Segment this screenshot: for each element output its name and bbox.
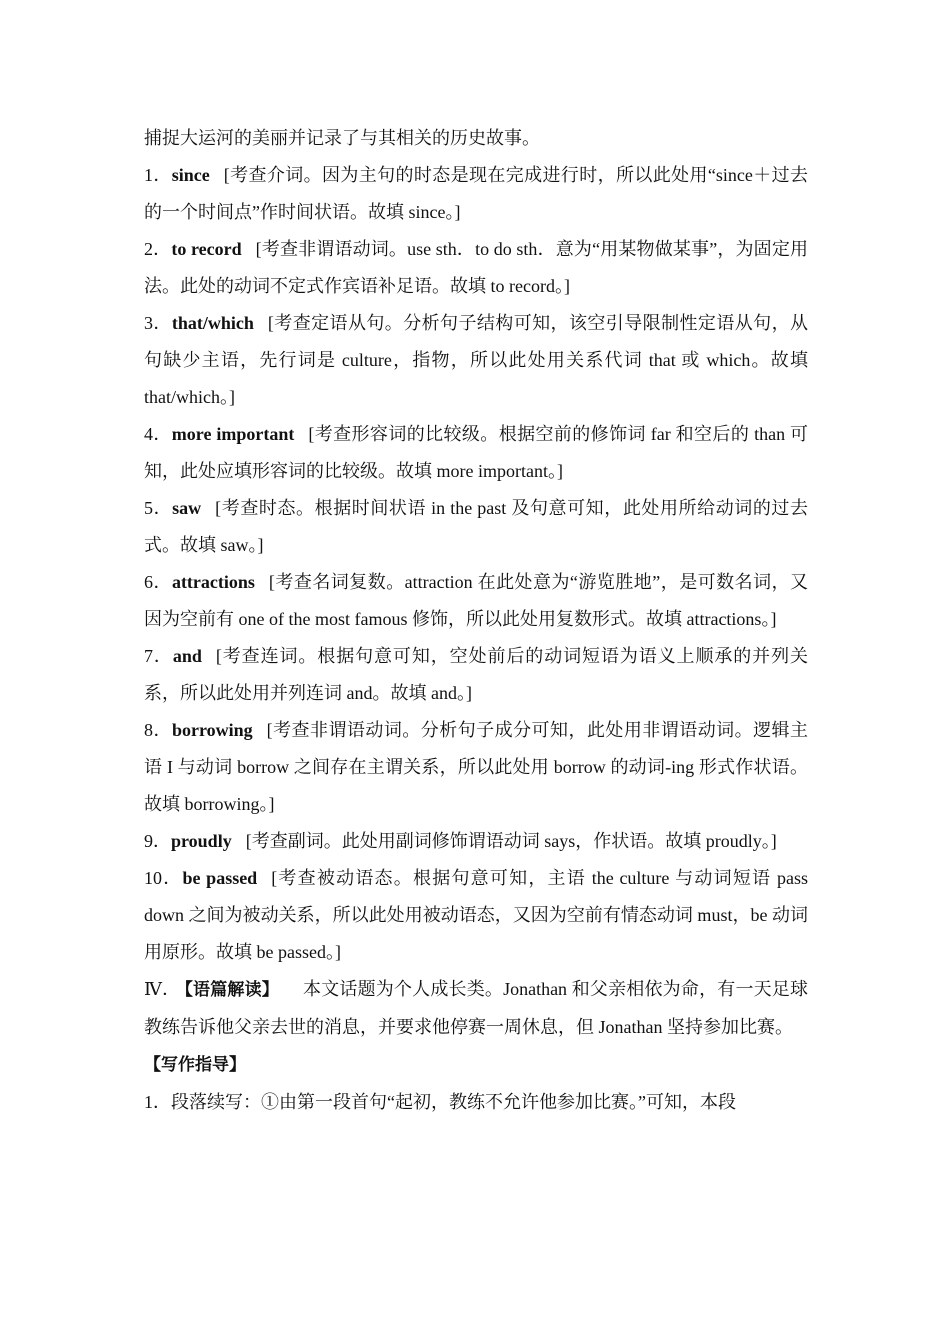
answer-item bbox=[144, 490, 808, 564]
answer-number: 5． bbox=[144, 498, 173, 518]
answer-word: be passed bbox=[182, 868, 258, 888]
answer-number: 9． bbox=[144, 831, 171, 851]
answer-word: since bbox=[171, 165, 210, 185]
writing-guide-heading bbox=[144, 1046, 808, 1084]
answer-item bbox=[144, 305, 808, 416]
answer-explanation: [考查非谓语动词。use sth．to do sth．意为“用某物做某事”，为固定用法。此处的动词不定式作宾语补足语。故填 to record。] bbox=[144, 239, 809, 296]
writing-guide-item: 1．段落续写：①由第一段首句“起初，教练不允许他参加比赛。”可知，本段 bbox=[144, 1092, 736, 1112]
answer-number: 6． bbox=[144, 572, 172, 592]
writing-guide-heading-text: 【写作指导】 bbox=[144, 1055, 246, 1075]
answer-number: 1． bbox=[144, 165, 172, 185]
answer-explanation: [考查名词复数。attraction 在此处意为“游览胜地”，是可数名词，又因为空前有 one of the most famous 修饰，所以此处用复数形式。故填 attractions。] bbox=[144, 572, 808, 629]
answer-number: 4． bbox=[144, 424, 172, 444]
answer-explanation: [考查时态。根据时间状语 in the past 及句意可知，此处用所给动词的过去式。故填 saw。] bbox=[144, 498, 808, 555]
answer-word: that/which bbox=[171, 313, 254, 333]
answer-word: to record bbox=[171, 239, 242, 259]
answer-item bbox=[144, 231, 808, 305]
answer-item bbox=[144, 712, 808, 823]
answer-item bbox=[144, 860, 808, 971]
answer-number: 2． bbox=[144, 239, 172, 259]
answer-item bbox=[144, 564, 808, 638]
answer-explanation: [考查形容词的比较级。根据空前的修饰词 far 和空后的 than 可知，此处应填形容词的比较级。故填 more important。] bbox=[144, 424, 808, 481]
answer-number: 7． bbox=[144, 646, 173, 666]
answer-explanation: [考查连词。根据句意可知，空处前后的动词短语为语义上顺承的并列关系，所以此处用并列连词 and。故填 and。] bbox=[144, 646, 809, 703]
answer-explanation: [考查被动语态。根据句意可知，主语 the culture 与动词短语 pass down 之间为被动关系，所以此处用被动语态，又因为空前有情态动词 must，be 动词用原形。故填 be passed。] bbox=[144, 868, 808, 962]
answer-word: proudly bbox=[171, 831, 232, 851]
answer-number: 8． bbox=[144, 720, 172, 740]
answer-word: and bbox=[172, 646, 202, 666]
answer-item bbox=[144, 823, 808, 860]
section-4-paragraph bbox=[144, 971, 808, 1046]
section-4-number: Ⅳ． bbox=[144, 979, 181, 999]
answer-explanation: [考查非谓语动词。分析句子成分可知，此处用非谓语动词。逻辑主语 I 与动词 borrow 之间存在主谓关系，所以此处用 borrow 的动词-ing 形式作状语。故填 borrowing。] bbox=[144, 720, 809, 814]
answer-word: attractions bbox=[171, 572, 255, 592]
answer-word: saw bbox=[172, 498, 202, 518]
answer-explanation: [考查副词。此处用副词修饰谓语动词 says，作状语。故填 proudly。] bbox=[245, 831, 777, 851]
answer-number: 10． bbox=[144, 868, 183, 888]
answer-item bbox=[144, 157, 808, 231]
answer-explanation: [考查定语从句。分析句子结构可知，该空引导限制性定语从句，从句缺少主语，先行词是 culture，指物，所以此处用关系代词 that 或 which。故填 that/which。] bbox=[144, 313, 808, 407]
answer-word: borrowing bbox=[171, 720, 253, 740]
intro-line: 捕捉大运河的美丽并记录了与其相关的历史故事。 bbox=[144, 128, 540, 148]
answer-number: 3． bbox=[144, 313, 172, 333]
answer-item bbox=[144, 416, 808, 490]
section-4-text: 本文话题为个人成长类。Jonathan 和父亲相依为命，有一天足球教练告诉他父亲去世的消息，并要求他停赛一周休息，但 Jonathan 坚持参加比赛。 bbox=[144, 979, 809, 1037]
document-body bbox=[144, 120, 808, 1121]
section-4-heading: 【语篇解读】 bbox=[184, 980, 279, 1000]
answer-explanation: [考查介词。因为主句的时态是现在完成进行时，所以此处用“since＋过去的一个时间点”作时间状语。故填 since。] bbox=[144, 165, 809, 222]
answer-item bbox=[144, 638, 808, 712]
answer-word: more important bbox=[171, 424, 295, 444]
answer-list bbox=[144, 157, 808, 971]
